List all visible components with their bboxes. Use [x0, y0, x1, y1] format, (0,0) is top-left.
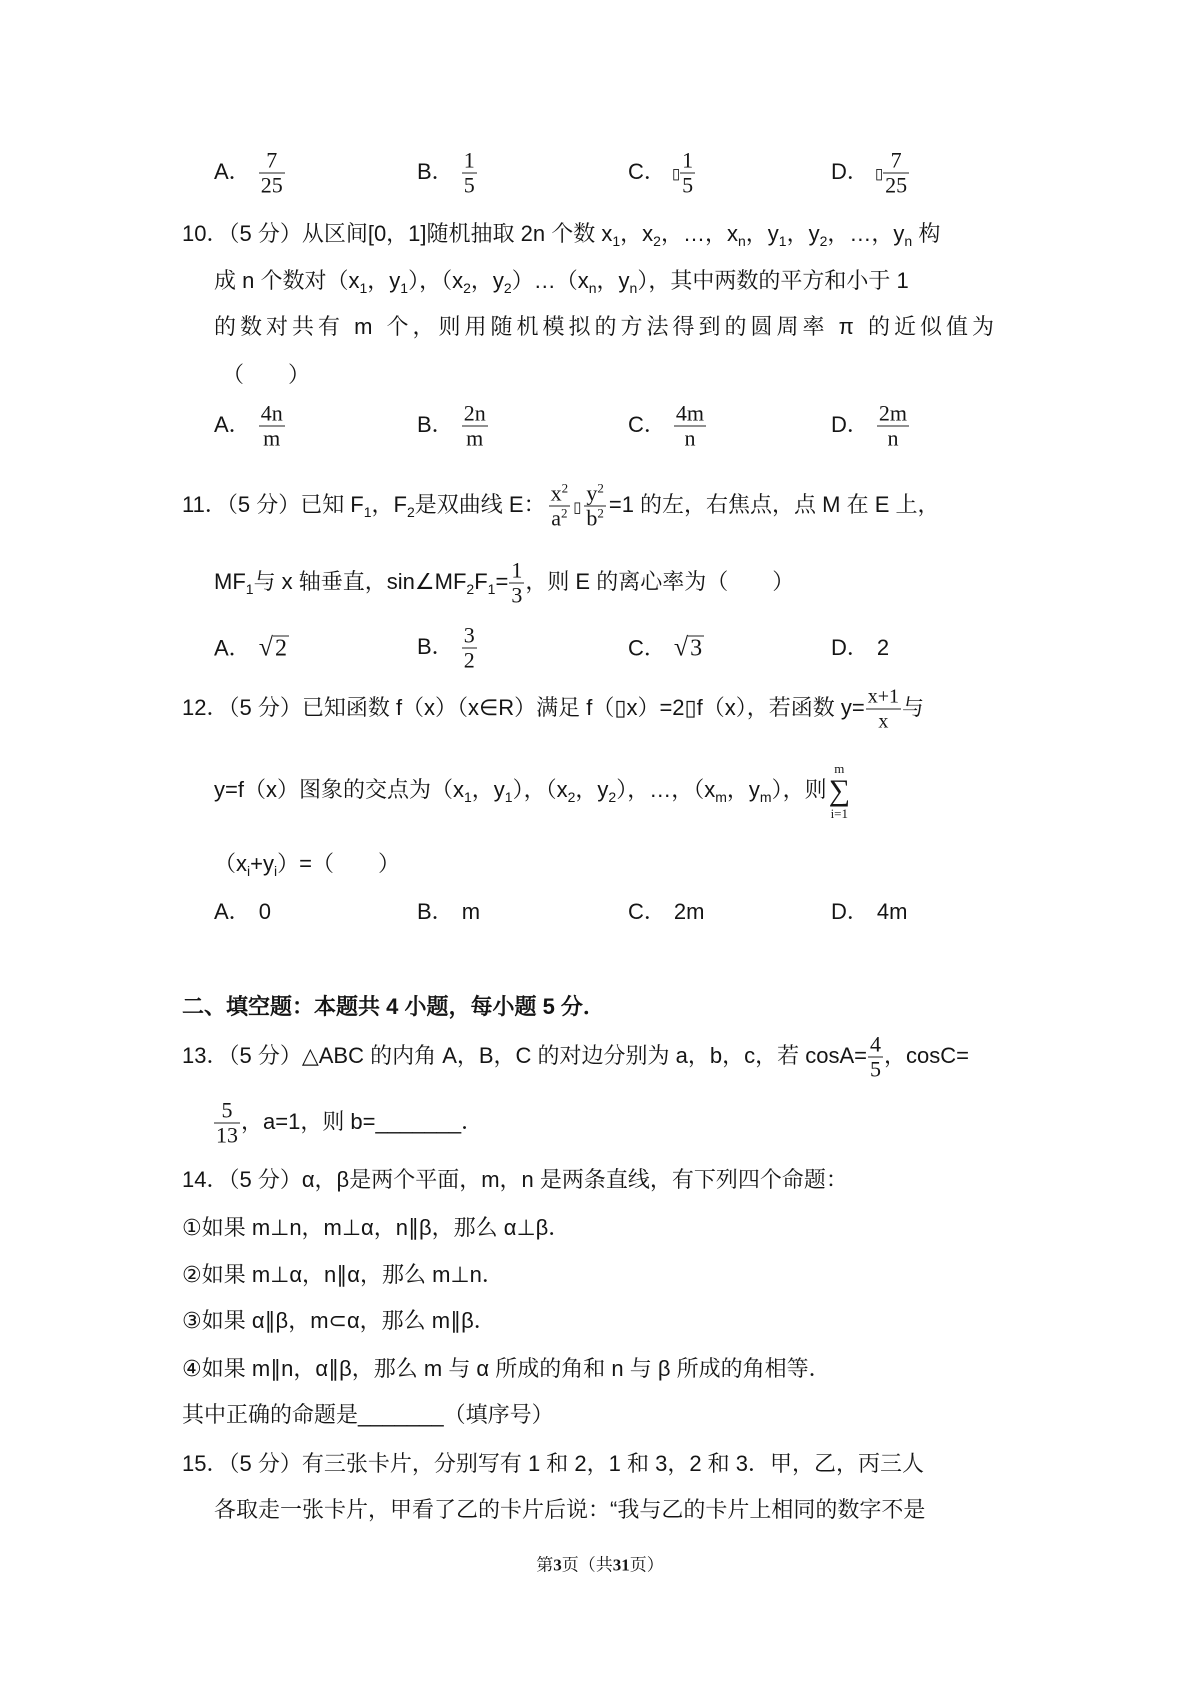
option-value: 2	[876, 635, 890, 660]
fraction-numerator: 5	[221, 1097, 233, 1123]
question-text: MF	[214, 568, 246, 594]
question-text: ），其中两数的平方和小于 1	[637, 268, 909, 293]
option-label: D．	[831, 899, 869, 924]
question-text: （5 分）α，β是两个平面，m，n 是两条直线，有下列四个命题：	[228, 1167, 848, 1192]
option-value: m	[461, 899, 481, 924]
footer-text: 第	[536, 1555, 554, 1575]
question-text: ，…，y	[827, 221, 905, 246]
fraction-denominator: 25	[260, 172, 283, 198]
q10-line-2	[214, 265, 909, 297]
question-text: （5 分）已知函数 f（x）（x∈R）满足 f（▯x）=2▯f（x），若函数 y=	[228, 694, 865, 720]
question-text: ），（x	[512, 776, 568, 802]
exponent: 2	[597, 505, 604, 521]
subscript: m	[759, 788, 772, 805]
q15-line-2: 各取走一张卡片，甲看了乙的卡片后说：“我与乙的卡片上相同的数字不是	[214, 1497, 926, 1522]
question-text: =1 的左，右焦点，点 M 在 E 上，	[608, 491, 940, 517]
subscript: 1	[359, 280, 368, 296]
minus-placeholder-glyph: ▯	[573, 498, 582, 516]
fraction-denominator: n	[877, 426, 909, 451]
option-label: A．	[214, 411, 251, 437]
q12-option-d	[831, 896, 907, 928]
page-number: 3	[553, 1555, 562, 1575]
q9-option-a	[214, 149, 288, 198]
question-text: ，y	[470, 268, 504, 293]
variable: y	[586, 480, 598, 506]
subscript: 2	[567, 788, 576, 805]
question-text: y=f（x）图象的交点为（x	[214, 776, 464, 802]
summation-upper-limit: m	[834, 761, 845, 776]
option-label: A．	[214, 899, 251, 924]
question-text: 与 x 轴垂直，sin∠MF	[253, 568, 467, 594]
fraction-numerator: 7	[890, 147, 902, 173]
fraction	[259, 149, 285, 198]
question-text: ，x	[620, 221, 654, 246]
fraction	[883, 149, 909, 198]
fraction-denominator: 5	[682, 172, 694, 198]
q11-option-c	[628, 632, 704, 665]
subscript: n	[629, 280, 638, 296]
question-text: 是双曲线 E：	[414, 491, 546, 517]
option-label: B．	[417, 899, 454, 924]
answer-parentheses: （ ）	[222, 362, 311, 387]
question-text: ，则 E 的离心率为（ ）	[525, 568, 795, 594]
question-text: ），（x	[408, 268, 464, 293]
q12-option-b	[417, 896, 480, 928]
subscript: 1	[363, 503, 372, 520]
option-label: D．	[831, 158, 869, 184]
q10-line-1	[182, 218, 940, 250]
option-label: B．	[417, 411, 454, 437]
option-label: C．	[628, 158, 666, 184]
question-text: ）=（ ）	[277, 851, 400, 876]
radical-sign: √	[258, 632, 273, 662]
page-footer	[0, 1551, 1200, 1576]
question-number: 11．	[182, 491, 227, 517]
subscript: 1	[400, 280, 409, 296]
fraction-numerator: 3	[463, 622, 475, 648]
question-text: ，y	[596, 268, 630, 293]
q11-option-d	[831, 632, 889, 664]
fraction	[549, 482, 571, 531]
subscript: 2	[466, 580, 475, 597]
fraction	[259, 402, 285, 451]
fraction	[680, 149, 695, 198]
option-label: A．	[214, 635, 251, 661]
fraction-denominator	[549, 506, 571, 531]
fraction	[877, 402, 909, 451]
fraction-denominator: 5	[463, 172, 475, 198]
question-text: 成 n 个数对（x	[214, 268, 360, 293]
q12-line-3	[214, 848, 400, 880]
question-text: F	[474, 568, 488, 594]
fraction-numerator	[549, 482, 571, 506]
q12-line-1	[182, 685, 924, 734]
question-text: ，cosC=	[884, 1042, 969, 1068]
subscript: 1	[504, 788, 513, 805]
option-label: A．	[214, 158, 251, 184]
fraction-denominator: m	[462, 426, 488, 451]
q13-line-1	[182, 1033, 969, 1082]
subscript: 1	[487, 580, 496, 597]
q9-option-c	[628, 149, 698, 198]
fraction-numerator: 7	[266, 147, 278, 173]
subscript: 2	[407, 503, 415, 520]
fraction-numerator: 4n	[260, 400, 283, 426]
fraction-denominator: n	[674, 426, 706, 451]
fraction-numerator	[584, 482, 606, 506]
exponent: 2	[560, 505, 568, 521]
subscript: 1	[778, 233, 787, 249]
q10-line-3: 的数对共有 m 个，则用随机模拟的方法得到的圆周率 π 的近似值为	[214, 314, 998, 339]
q11-option-a	[214, 632, 289, 665]
fraction-numerator: x+1	[867, 685, 899, 708]
q10-option-a	[214, 402, 288, 451]
summation-symbol: ∑	[828, 774, 850, 807]
q15-line-1	[182, 1448, 924, 1480]
question-text: =	[495, 568, 509, 594]
option-label: B．	[417, 158, 454, 184]
question-text: ，y	[367, 268, 401, 293]
minus-placeholder-glyph: ▯	[671, 165, 681, 183]
question-text: ），则	[771, 776, 827, 802]
variable: a	[551, 505, 561, 531]
subscript: 2	[463, 280, 471, 296]
question-text: （5 分）△ABC 的内角 A，B，C 的对边分别为 a，b，c，若 cosA=	[228, 1042, 868, 1068]
fraction-numerator: 2m	[878, 400, 908, 426]
footer-text: 页（共	[561, 1555, 613, 1575]
question-text: （5 分）从区间[0，1]随机抽取 2n 个数 x	[228, 221, 613, 246]
fraction-denominator: 3	[511, 582, 523, 608]
fraction-denominator: 13	[216, 1122, 238, 1148]
radicand: 2	[274, 635, 287, 662]
q12-option-c	[628, 896, 704, 928]
question-text: +y	[250, 851, 274, 876]
fraction-denominator: x	[866, 709, 901, 734]
subscript: 2	[653, 233, 661, 249]
exponent: 2	[597, 480, 604, 496]
fraction	[509, 559, 524, 608]
proposition-2: ②如果 m⊥α，n∥α，那么 m⊥n．	[182, 1262, 504, 1287]
fraction	[462, 402, 488, 451]
q10-option-b	[417, 402, 491, 451]
q11-line-1	[182, 482, 940, 531]
fraction	[462, 624, 477, 673]
summation-lower-limit: i=1	[830, 806, 849, 821]
q9-option-d	[831, 149, 912, 198]
fraction-numerator: 1	[682, 147, 694, 173]
fraction	[866, 685, 901, 734]
question-text: ，y	[471, 776, 505, 802]
q13-line-2	[214, 1099, 483, 1148]
option-label: C．	[628, 411, 666, 437]
question-text: （5 分）已知 F	[226, 491, 364, 517]
fraction	[584, 482, 606, 531]
q12-line-2	[214, 761, 850, 821]
summation	[829, 761, 850, 821]
question-text: ，y	[575, 776, 609, 802]
subscript: i	[274, 863, 278, 879]
q10-option-d	[831, 402, 912, 451]
fraction-denominator: m	[259, 426, 285, 451]
question-number: 13．	[182, 1042, 229, 1068]
option-value: 0	[258, 899, 271, 924]
question-text: ，F	[371, 491, 407, 517]
fraction-numerator: 4	[870, 1031, 882, 1057]
subscript: 1	[245, 580, 254, 597]
minus-placeholder-glyph: ▯	[874, 165, 884, 183]
q14-prompt: 其中正确的命题是_______（填序号）	[182, 1402, 554, 1427]
option-label: C．	[628, 899, 666, 924]
proposition-4: ④如果 m∥n，α∥β，那么 m 与 α 所成的角和 n 与 β 所成的角相等．	[182, 1356, 831, 1381]
square-root	[258, 632, 289, 662]
exponent: 2	[561, 480, 569, 496]
question-number: 10．	[182, 221, 229, 246]
fraction	[868, 1033, 883, 1082]
subscript: n	[588, 280, 597, 296]
q14-line-1	[182, 1164, 848, 1196]
q11-line-2	[214, 559, 794, 608]
question-text: ，y	[726, 776, 760, 802]
subscript: i	[247, 863, 251, 879]
fraction	[462, 149, 477, 198]
q12-option-a	[214, 896, 271, 928]
q10-option-c	[628, 402, 709, 451]
option-label: C．	[628, 635, 666, 661]
question-text: （x	[214, 851, 248, 876]
q9-option-b	[417, 149, 480, 198]
fraction-numerator: 1	[463, 147, 475, 173]
fraction-denominator: 5	[870, 1056, 882, 1082]
fraction-denominator	[584, 506, 606, 531]
question-text: ），…，（x	[616, 776, 716, 802]
question-number: 12．	[182, 694, 229, 720]
proposition-3: ③如果 α∥β，m⊂α，那么 m∥β．	[182, 1308, 496, 1333]
question-text: ，a=1，则 b=_______．	[241, 1108, 484, 1134]
total-pages: 31	[612, 1555, 630, 1575]
fraction-numerator: 4m	[675, 400, 705, 426]
option-value: 2m	[673, 899, 705, 924]
fraction-denominator: 2	[463, 647, 475, 673]
fraction-denominator: 25	[885, 172, 908, 198]
subscript: 1	[612, 233, 621, 249]
question-text: （5 分）有三张卡片，分别写有 1 和 2，1 和 3，2 和 3．甲，乙，丙三人	[228, 1451, 925, 1476]
variable: b	[586, 505, 598, 531]
square-root	[673, 632, 704, 662]
subscript: n	[737, 233, 746, 249]
question-text: ，y	[786, 221, 820, 246]
fraction	[674, 402, 706, 451]
option-label: D．	[831, 411, 869, 437]
radical-sign: √	[673, 632, 689, 662]
section-heading: 二、填空题：本题共 4 小题，每小题 5 分．	[182, 994, 605, 1019]
question-text: ，y	[745, 221, 779, 246]
subscript: 2	[819, 233, 828, 249]
subscript: 2	[503, 280, 512, 296]
option-label: D．	[831, 635, 869, 660]
question-text: 与	[901, 694, 924, 720]
question-text: ）…（x	[511, 268, 589, 293]
fraction	[214, 1099, 240, 1148]
q11-option-b	[417, 624, 480, 673]
subscript: 1	[463, 788, 472, 805]
question-number: 15．	[182, 1451, 229, 1476]
fraction-numerator: 2n	[463, 400, 486, 426]
variable: x	[550, 480, 562, 506]
radicand: 3	[690, 635, 703, 662]
footer-text: 页）	[629, 1555, 664, 1575]
subscript: n	[904, 233, 913, 249]
question-text: ，…，x	[660, 221, 738, 246]
option-label: B．	[417, 633, 454, 659]
question-number: 14．	[182, 1167, 229, 1192]
fraction-numerator: 1	[511, 557, 523, 583]
proposition-1: ①如果 m⊥n，m⊥α，n∥β，那么 α⊥β．	[182, 1215, 571, 1240]
subscript: 2	[608, 788, 617, 805]
subscript: m	[715, 788, 727, 805]
option-value: 4m	[876, 899, 908, 924]
question-text: 构	[912, 221, 941, 246]
